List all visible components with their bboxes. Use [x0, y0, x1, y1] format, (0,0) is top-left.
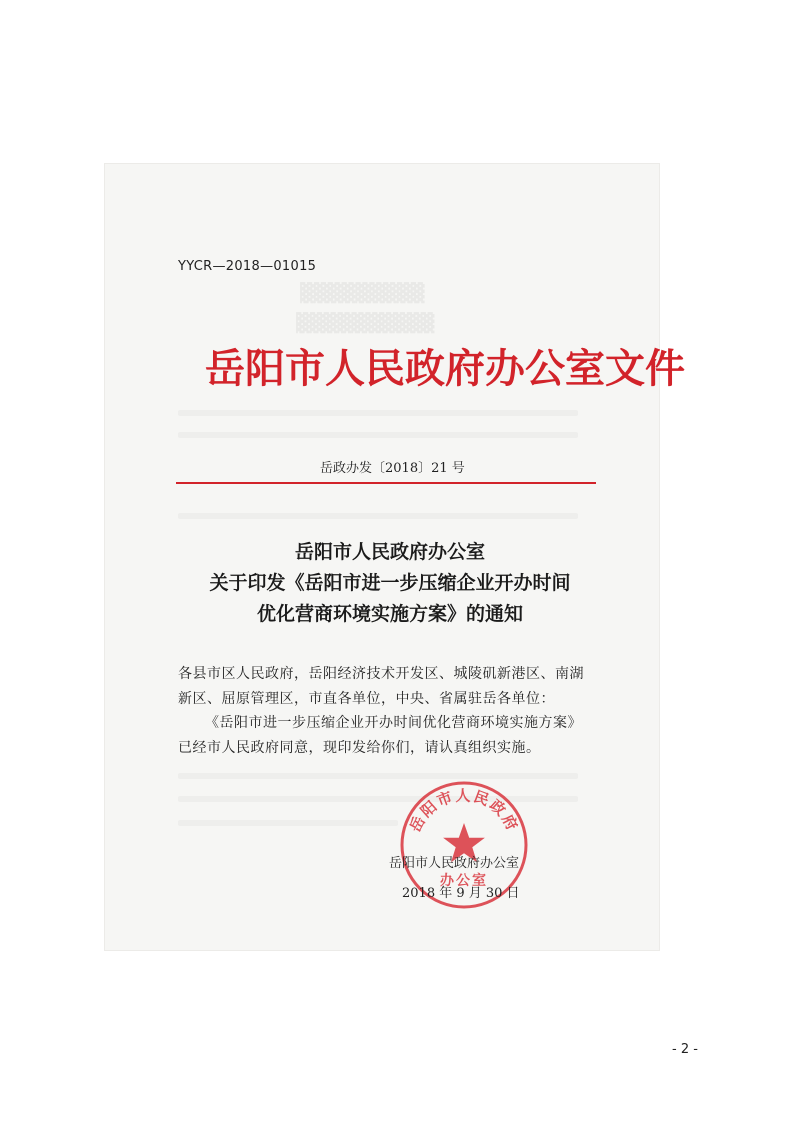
svg-text:岳阳市人民政府: 岳阳市人民政府 — [406, 786, 522, 835]
bleed-through-decoration — [178, 513, 578, 519]
document-number: 岳政办发〔2018〕21 号 — [320, 461, 465, 476]
notice-title-line-2: 关于印发《岳阳市进一步压缩企业开办时间 — [209, 572, 571, 594]
issuer-title: 岳阳市人民政府办公室文件 — [205, 345, 685, 392]
body-line-4: 已经市人民政府同意，现印发给你们，请认真组织实施。 — [178, 740, 541, 756]
body-line-3: 《岳阳市进一步压缩企业开办时间优化营商环境实施方案》 — [205, 715, 582, 731]
signing-date: 2018 年 9 月 30 日 — [402, 886, 520, 901]
page-number: - 2 - — [672, 1042, 698, 1057]
bleed-through-decoration — [178, 432, 578, 438]
bleed-through-decoration — [178, 820, 398, 826]
notice-title-line-3: 优化营商环境实施方案》的通知 — [256, 603, 523, 625]
notice-title-line-1: 岳阳市人民政府办公室 — [294, 541, 485, 563]
body-line-2: 新区、屈原管理区，市直各单位，中央、省属驻岳各单位： — [178, 691, 555, 707]
bleed-through-decoration — [178, 410, 578, 416]
svg-text:办公室: 办公室 — [440, 873, 488, 889]
bleed-through-decoration: ▓▓▓▓▓▓▓▓▓ — [300, 283, 425, 304]
body-line-1: 各县市区人民政府，岳阳经济技术开发区、城陵矶新港区、南湖 — [178, 666, 584, 682]
signatory: 岳阳市人民政府办公室 — [389, 856, 520, 871]
document-code: YYCR—2018—01015 — [178, 259, 317, 274]
red-divider — [176, 482, 596, 484]
bleed-through-decoration: ▓▓▓▓▓▓▓▓▓▓ — [296, 313, 435, 334]
